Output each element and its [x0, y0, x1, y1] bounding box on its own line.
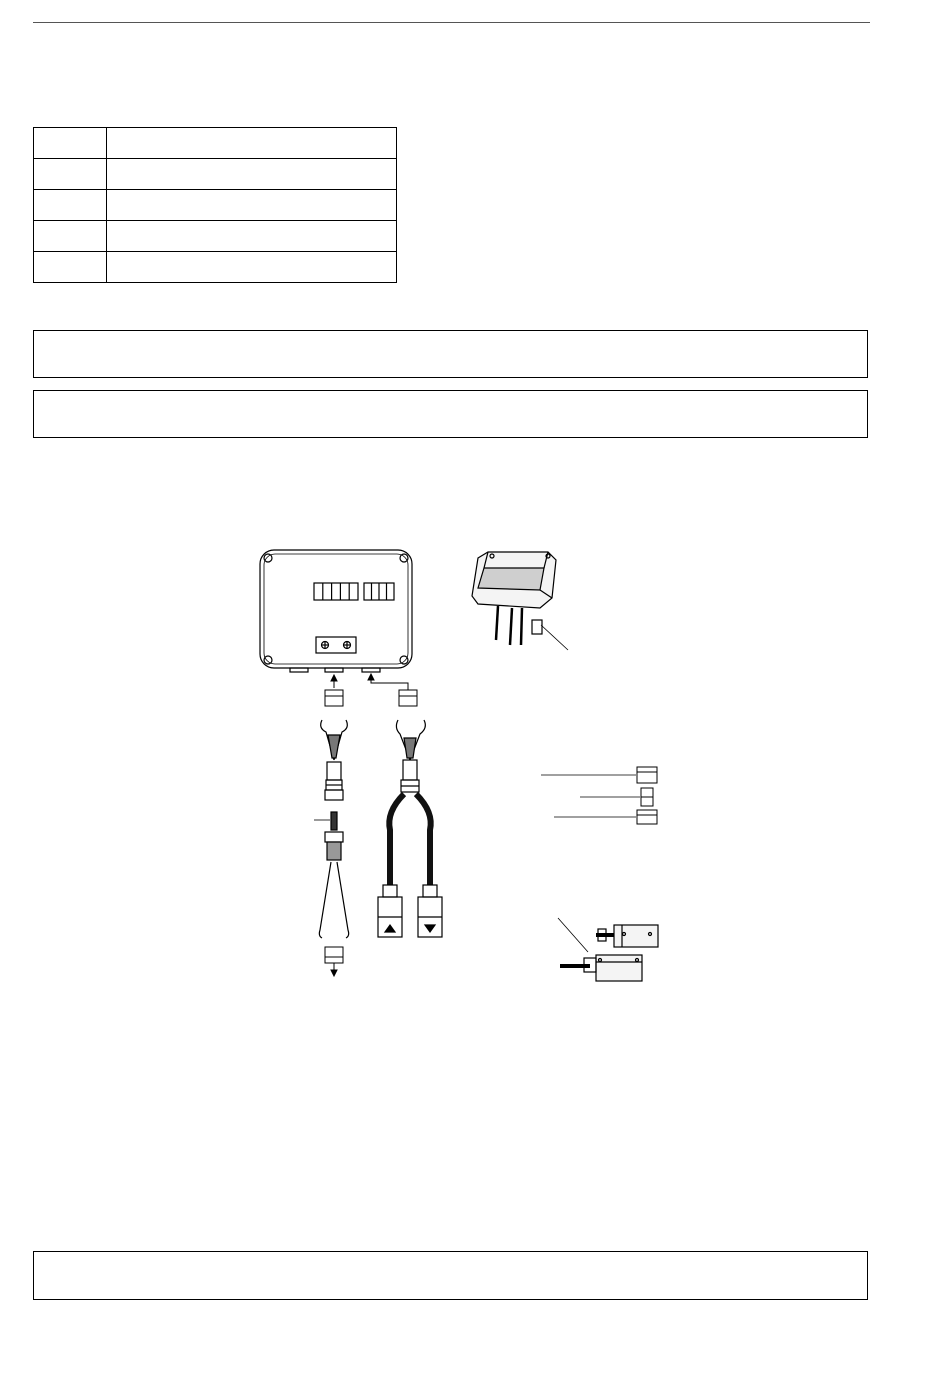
table-cell-key [34, 252, 107, 283]
table-cell-value [107, 252, 397, 283]
cable-right [389, 720, 430, 885]
table-row [34, 221, 397, 252]
connection-arrows [331, 674, 408, 690]
table-cell-key [34, 221, 107, 252]
note-box-3 [33, 1251, 868, 1300]
note-box-1 [33, 330, 868, 378]
table-cell-key [34, 128, 107, 159]
table-cell-key [34, 190, 107, 221]
note-box-2 [33, 390, 868, 438]
table-row [34, 190, 397, 221]
junction-box [260, 550, 412, 672]
cable-gland-bottom [325, 947, 343, 976]
cable-left [314, 720, 349, 938]
transducer-pair [378, 885, 442, 937]
spec-table [33, 127, 397, 283]
table-cell-value [107, 159, 397, 190]
table-row [34, 252, 397, 283]
header-rule [33, 22, 870, 23]
isometric-enclosure [472, 552, 568, 650]
cable-gland [325, 690, 417, 706]
table-cell-value [107, 221, 397, 252]
table-row [34, 128, 397, 159]
table-row [34, 159, 397, 190]
mounted-transducers [558, 918, 658, 981]
gland-exploded [541, 767, 657, 824]
table-cell-value [107, 128, 397, 159]
table-cell-value [107, 190, 397, 221]
table-cell-key [34, 159, 107, 190]
